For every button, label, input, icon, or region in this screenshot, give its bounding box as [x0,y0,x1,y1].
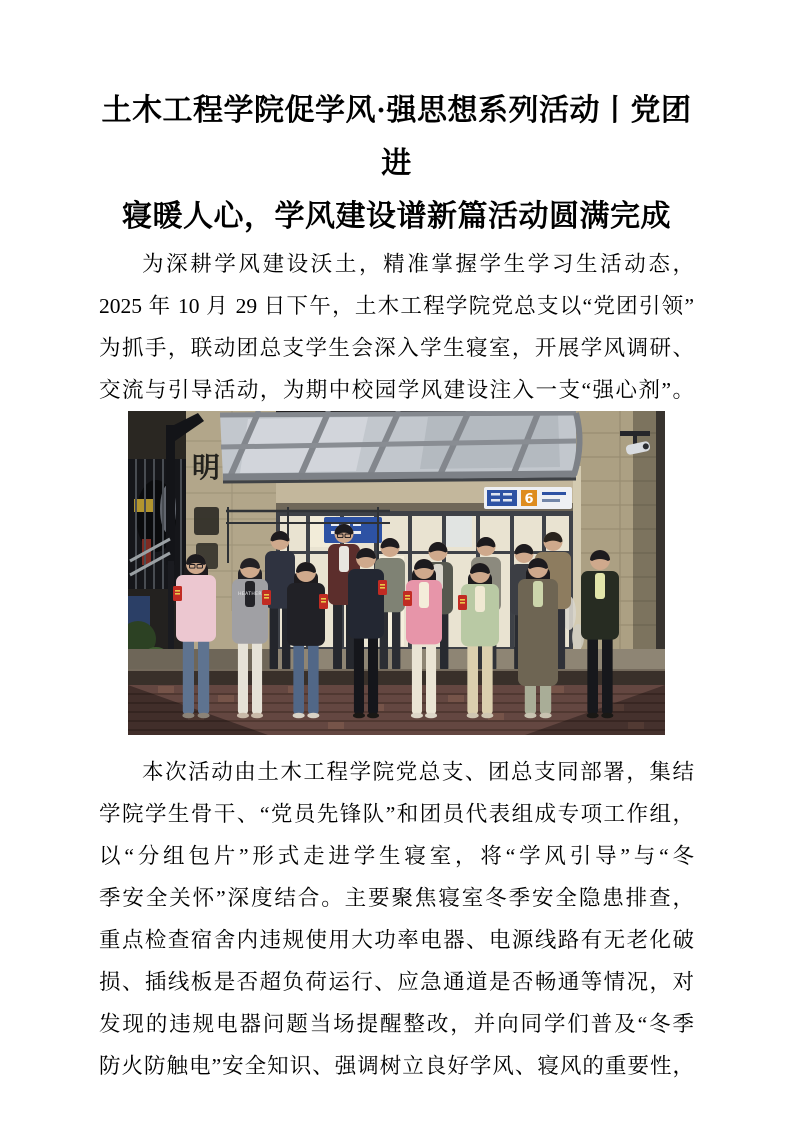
paragraph-line: 交流与引导活动，为期中校园学风建设注入一支“强心剂”。 [99,378,694,402]
paragraph-line: 重点检查宿舍内违规使用大功率电器、电源线路有无老化破 [99,928,694,952]
paragraph-line: 为深耕学风建设沃土，精准掌握学生学习生活动态， [142,252,694,276]
red-armband [262,590,271,605]
intro-paragraph [99,243,694,411]
paragraph-line: 2025 年 10 月 29 日下午，土木工程学院党总支以“党团引领” [99,294,694,318]
paragraph-line: 本次活动由土木工程学院党总支、团总支同部署，集结 [142,760,694,784]
body-paragraph [99,751,694,1087]
event-photo [128,411,665,735]
paragraph-line: 防火防触电”安全知识、强调树立良好学风、寝风的重要性， [99,1054,694,1078]
red-armband [378,580,387,595]
title-line-1: 土木工程学院促学风·强思想系列活动丨党团进 [101,94,692,180]
wall-name-character: 明 [191,453,221,484]
glass-canopy [220,411,580,482]
paragraph-line: 发现的违规电器问题当场提醒整改，并向同学们普及“冬季 [99,1012,694,1036]
wall-name-sign [192,452,220,569]
article-title [99,84,694,243]
paragraph-line: 学院学生骨干、“党员先锋队”和团员代表组成专项工作组， [99,802,694,826]
building-number-sign [484,487,572,509]
red-armband [403,591,412,606]
hoodie-text: HEATHER [238,592,262,597]
paragraph-line: 损、插线板是否超负荷运行、应急通道是否畅通等情况，对 [99,970,694,994]
red-armband [458,595,467,610]
paragraph-line: 以“分组包片”形式走进学生寝室，将“学风引导”与“冬 [99,844,694,868]
paragraph-line: 季安全关怀”深度结合。主要聚焦寝室冬季安全隐患排查， [99,886,694,910]
red-armband [319,594,328,609]
title-line-2: 寝暖人心，学风建设谱新篇活动圆满完成 [122,200,671,233]
indoor-notice-sign [324,517,382,543]
paragraph-line: 为抓手，联动团总支学生会深入学生寝室，开展学风调研、 [99,336,694,360]
building-number-text: 6 [524,492,534,507]
red-armband [173,586,182,601]
